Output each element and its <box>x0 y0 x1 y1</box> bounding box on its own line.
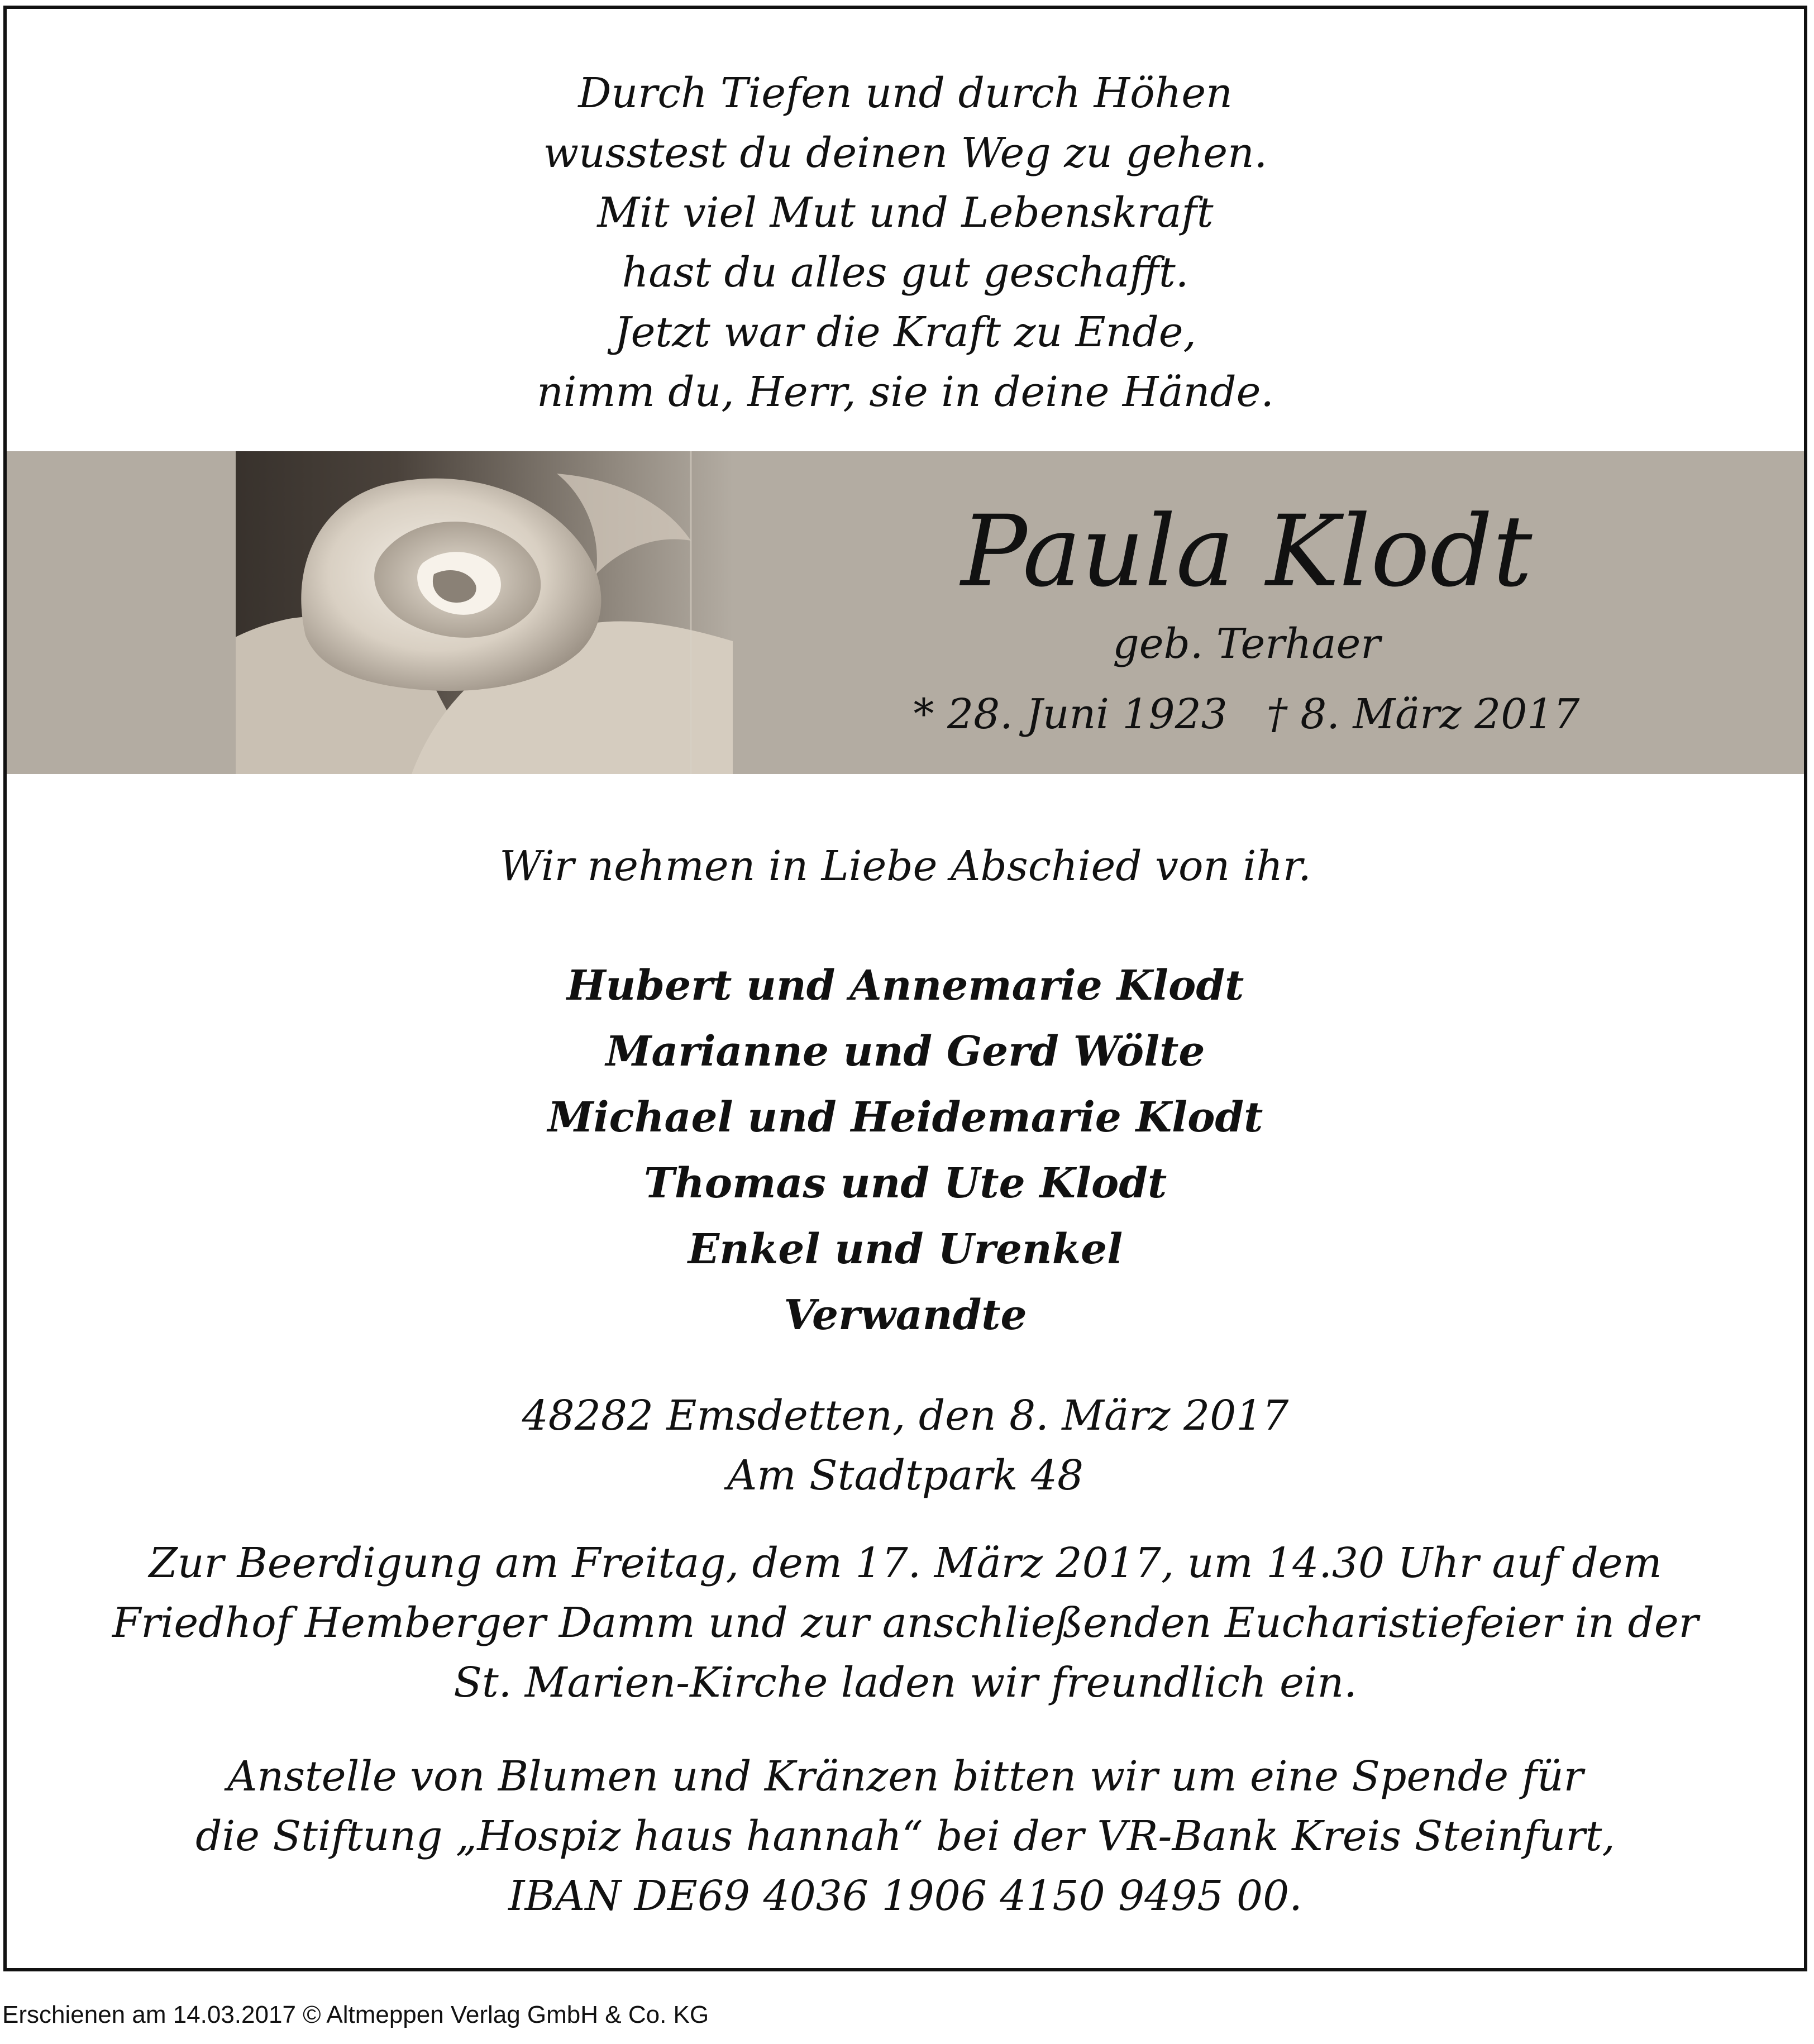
donation-line: Anstelle von Blumen und Kränzen bitten wir um eine Spende für <box>227 1752 1584 1801</box>
mourner-name: Verwandte <box>784 1291 1027 1339</box>
place-and-address <box>7 1386 1804 1506</box>
funeral-line: Friedhof Hemberger Damm und zur anschließenden Eucharistiefeier in der <box>112 1599 1699 1647</box>
memorial-poem <box>7 64 1804 422</box>
rose-photo <box>121 451 733 774</box>
mourner-name: Marianne und Gerd Wölte <box>605 1028 1205 1076</box>
donation-notice <box>7 1747 1804 1926</box>
funeral-line: Zur Beerdigung am Freitag, dem 17. März 2017, um 14.30 Uhr auf dem <box>149 1539 1662 1587</box>
farewell-line: Wir nehmen in Liebe Abschied von ihr. <box>499 842 1311 890</box>
maiden-name: geb. Terhaer <box>1113 620 1381 668</box>
poem-line: Durch Tiefen und durch Höhen <box>578 69 1233 117</box>
mourner-name: Thomas und Ute Klodt <box>643 1159 1167 1207</box>
funeral-notice <box>7 1534 1804 1713</box>
poem-line: Jetzt war die Kraft zu Ende, <box>614 308 1197 356</box>
poem-line: Mit viel Mut und Lebenskraft <box>597 189 1214 237</box>
deceased-name: Paula Klodt <box>961 494 1533 609</box>
mourners-list <box>7 953 1804 1348</box>
publication-footer: Erschienen am 14.03.2017 © Altmeppen Verlag GmbH & Co. KG <box>2 2001 709 2028</box>
death-date: † 8. März 2017 <box>1266 690 1580 738</box>
poem-line: nimm du, Herr, sie in deine Hände. <box>537 368 1274 416</box>
mourner-name: Enkel und Urenkel <box>688 1225 1123 1273</box>
poem-line: wusstest du deinen Weg zu gehen. <box>543 129 1268 177</box>
address: Am Stadtpark 48 <box>727 1451 1084 1499</box>
birth-date: * 28. Juni 1923 <box>913 690 1228 738</box>
funeral-line: St. Marien-Kirche laden wir freundlich ein. <box>454 1659 1357 1707</box>
poem-line: hast du alles gut geschafft. <box>622 249 1189 297</box>
obituary-notice <box>3 6 1807 1971</box>
mourner-name: Michael und Heidemarie Klodt <box>547 1093 1263 1142</box>
mourner-name: Hubert und Annemarie Klodt <box>566 962 1244 1010</box>
life-dates <box>789 689 1705 739</box>
city-date: 48282 Emsdetten, den 8. März 2017 <box>522 1392 1289 1440</box>
name-banner <box>7 451 1804 774</box>
donation-line: die Stiftung „Hospiz haus hannah“ bei der VR-Bank Kreis Steinfurt, <box>195 1812 1615 1860</box>
donation-line: IBAN DE69 4036 1906 4150 9495 00. <box>508 1872 1302 1920</box>
